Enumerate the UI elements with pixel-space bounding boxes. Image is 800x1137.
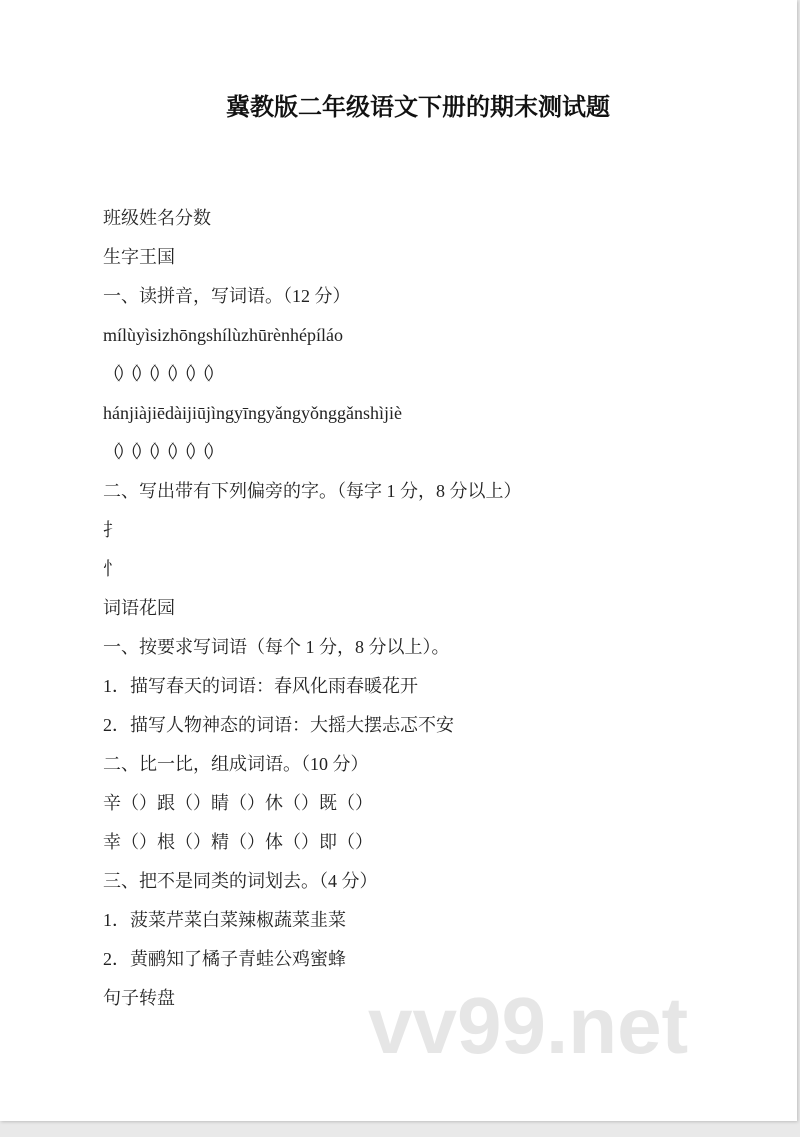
section-heading-sentences: 句子转盘 <box>103 988 175 1008</box>
watermark: vv99.net <box>368 981 689 1070</box>
pinyin-row: mílùyìsizhōngshílùzhūrènhépíláo <box>103 325 343 345</box>
question-prompt: 一、按要求写词语（每个 1 分，8 分以上）。 <box>103 637 450 657</box>
question-item: 1．描写春天的词语：春风化雨春暖花开 <box>103 676 418 696</box>
question-prompt: 二、写出带有下列偏旁的字。（每字 1 分，8 分以上） <box>103 481 522 501</box>
question-prompt: 二、比一比，组成词语。（10 分） <box>103 754 369 774</box>
question-item: 2．黄鹂知了橘子青蛙公鸡蜜蜂 <box>103 949 346 969</box>
compare-row: 幸（）根（）精（）体（）即（） <box>103 832 373 852</box>
section-heading-characters: 生字王国 <box>103 247 175 267</box>
radical-item: 忄 <box>103 559 121 579</box>
compare-row: 辛（）跟（）睛（）休（）既（） <box>103 793 373 813</box>
question-item: 1．菠菜芹菜白菜辣椒蔬菜韭菜 <box>103 910 346 930</box>
question-prompt: 三、把不是同类的词划去。（4 分） <box>103 871 378 891</box>
student-info-line: 班级姓名分数 <box>103 208 211 228</box>
section-heading-words: 词语花园 <box>103 598 175 618</box>
question-prompt: 一、读拼音，写词语。（12 分） <box>103 286 351 306</box>
answer-blanks-row: （）（）（）（）（）（） <box>103 364 220 384</box>
question-item: 2．描写人物神态的词语：大摇大摆忐忑不安 <box>103 715 454 735</box>
radical-item: 扌 <box>103 520 121 540</box>
document-title: 冀教版二年级语文下册的期末测试题 <box>226 94 610 121</box>
answer-blanks-row: （）（）（）（）（）（） <box>103 442 220 462</box>
document-body <box>103 199 763 1018</box>
pinyin-row: hánjiàjiēdàijiūjìngyīngyǎngyǒnggǎnshìjiè <box>103 403 402 423</box>
